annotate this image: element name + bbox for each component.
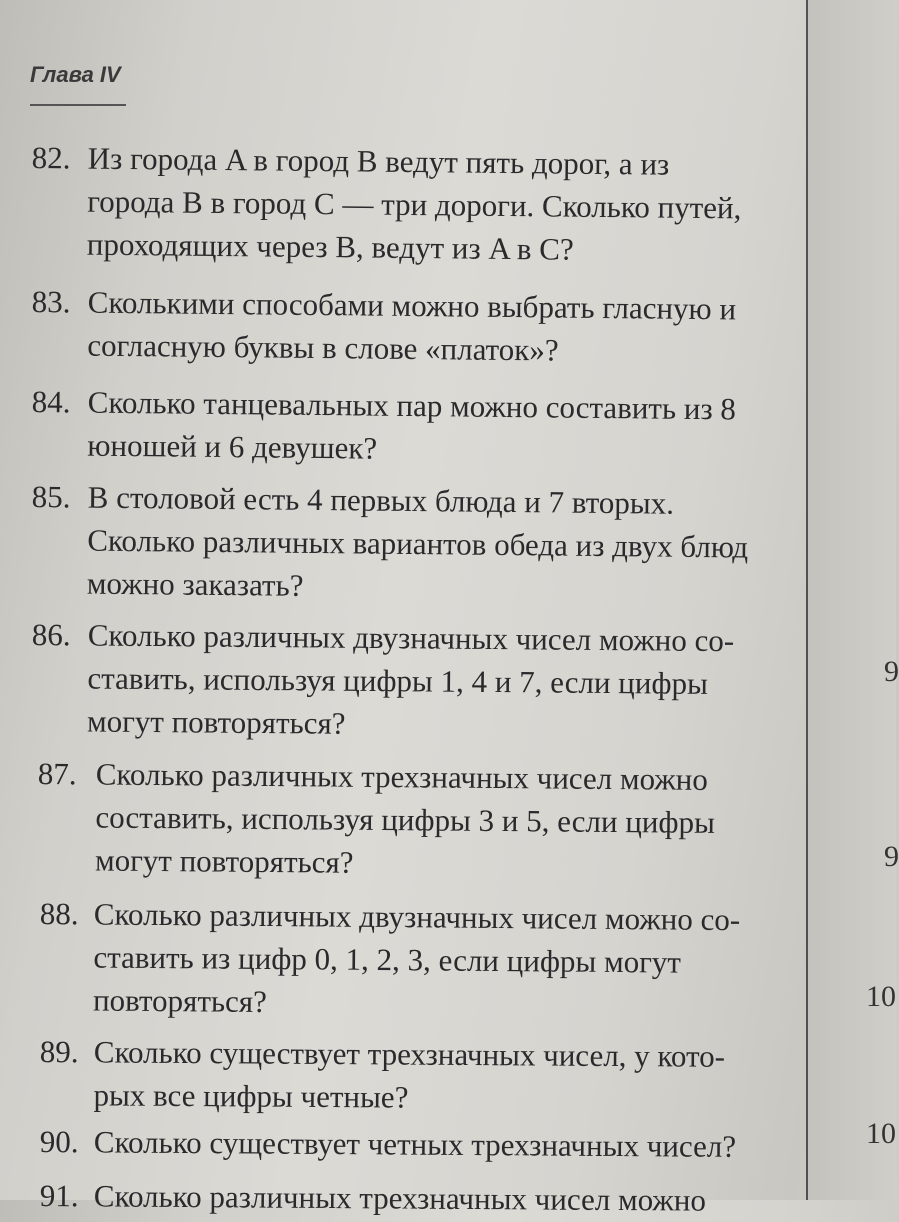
margin-number: 10 xyxy=(866,1117,896,1150)
problem-line: могут повторяться? xyxy=(86,703,346,741)
problem-text: Сколько различных двузначных чисел можно со- xyxy=(87,617,735,659)
problem-82 xyxy=(31,136,742,272)
problem-number: 88. xyxy=(39,895,79,932)
cut-off-region xyxy=(0,1177,806,1218)
problem-number: 82. xyxy=(31,139,71,176)
problem-89 xyxy=(39,1030,725,1121)
margin-number: 9 xyxy=(884,655,899,688)
problem-line xyxy=(32,136,742,186)
problem-84 xyxy=(31,380,736,473)
problem-88 xyxy=(39,892,740,1027)
problem-number: 86. xyxy=(31,616,71,653)
problem-line: ставить, используя цифры 1, 4 и 7, если цифры xyxy=(87,660,709,701)
chapter-heading: Глава IV xyxy=(30,62,121,87)
problem-87 xyxy=(37,752,716,887)
problem-line xyxy=(32,613,735,662)
problem-line xyxy=(40,892,741,941)
problem-line: проходящих через B, ведут из A в C? xyxy=(86,226,574,267)
problem-90 xyxy=(40,1120,737,1168)
problem-line: можно заказать? xyxy=(86,565,304,603)
problem-line xyxy=(32,280,737,330)
problem-line: могут повторяться? xyxy=(94,842,354,880)
problem-line: составить, используя цифры 3 и 5, если цифры xyxy=(95,799,716,840)
margin-number: 9 xyxy=(884,840,899,873)
problem-line: Сколько различных вариантов обеда из двух блюд xyxy=(87,522,749,565)
problem-line: рых все цифры четные? xyxy=(93,1077,409,1115)
page-fold xyxy=(806,0,808,1200)
problem-text: Сколько существует четных трехзначных чисел? xyxy=(93,1124,737,1164)
problem-line: ставить из цифр 0, 1, 2, 3, если цифры могут xyxy=(93,939,682,980)
chapter-underline xyxy=(30,104,126,106)
problem-text: Сколько существует трехзначных чисел, у кото- xyxy=(93,1034,726,1074)
problem-text: Сколько танцевальных пар можно составить из 8 xyxy=(87,384,737,427)
problem-text: В столовой есть 4 первых блюда и 7 вторых. xyxy=(87,479,675,521)
problem-line: юношей и 6 девушек? xyxy=(87,427,378,466)
margin-number: 10 xyxy=(866,980,896,1013)
problem-line xyxy=(38,752,716,801)
problem-text: Сколько различных двузначных чисел можно со- xyxy=(93,896,741,938)
problem-86 xyxy=(31,613,734,748)
problem-line xyxy=(32,475,749,526)
problem-number: 90. xyxy=(39,1123,79,1160)
problem-number: 85. xyxy=(31,478,71,515)
problem-line: согласную буквы в слове «платок»? xyxy=(87,327,559,368)
problem-line xyxy=(40,1120,737,1168)
problem-85 xyxy=(31,475,749,612)
problem-text: Из города A в город B ведут пять дорог, а из xyxy=(87,140,670,182)
problem-text: Сколько различных трехзначных чисел можно xyxy=(93,1178,707,1218)
problem-number: 83. xyxy=(31,283,71,320)
problem-line xyxy=(40,1174,706,1222)
problem-line: города B в город C — три дороги. Сколько путей, xyxy=(87,183,742,226)
problem-line xyxy=(40,1030,725,1078)
problem-text: Сколько различных трехзначных чисел можно xyxy=(95,756,709,797)
problem-line: повторяться? xyxy=(92,982,268,1019)
problem-number: 84. xyxy=(31,383,71,420)
problem-number: 91. xyxy=(39,1177,79,1214)
problem-number: 89. xyxy=(39,1033,79,1070)
problem-number: 87. xyxy=(37,755,77,792)
problem-83 xyxy=(31,280,736,373)
problem-text: Сколькими способами можно выбрать гласную и xyxy=(87,284,737,327)
next-page-edge xyxy=(808,0,896,1200)
problem-91 xyxy=(40,1174,706,1222)
problem-line xyxy=(32,380,737,430)
